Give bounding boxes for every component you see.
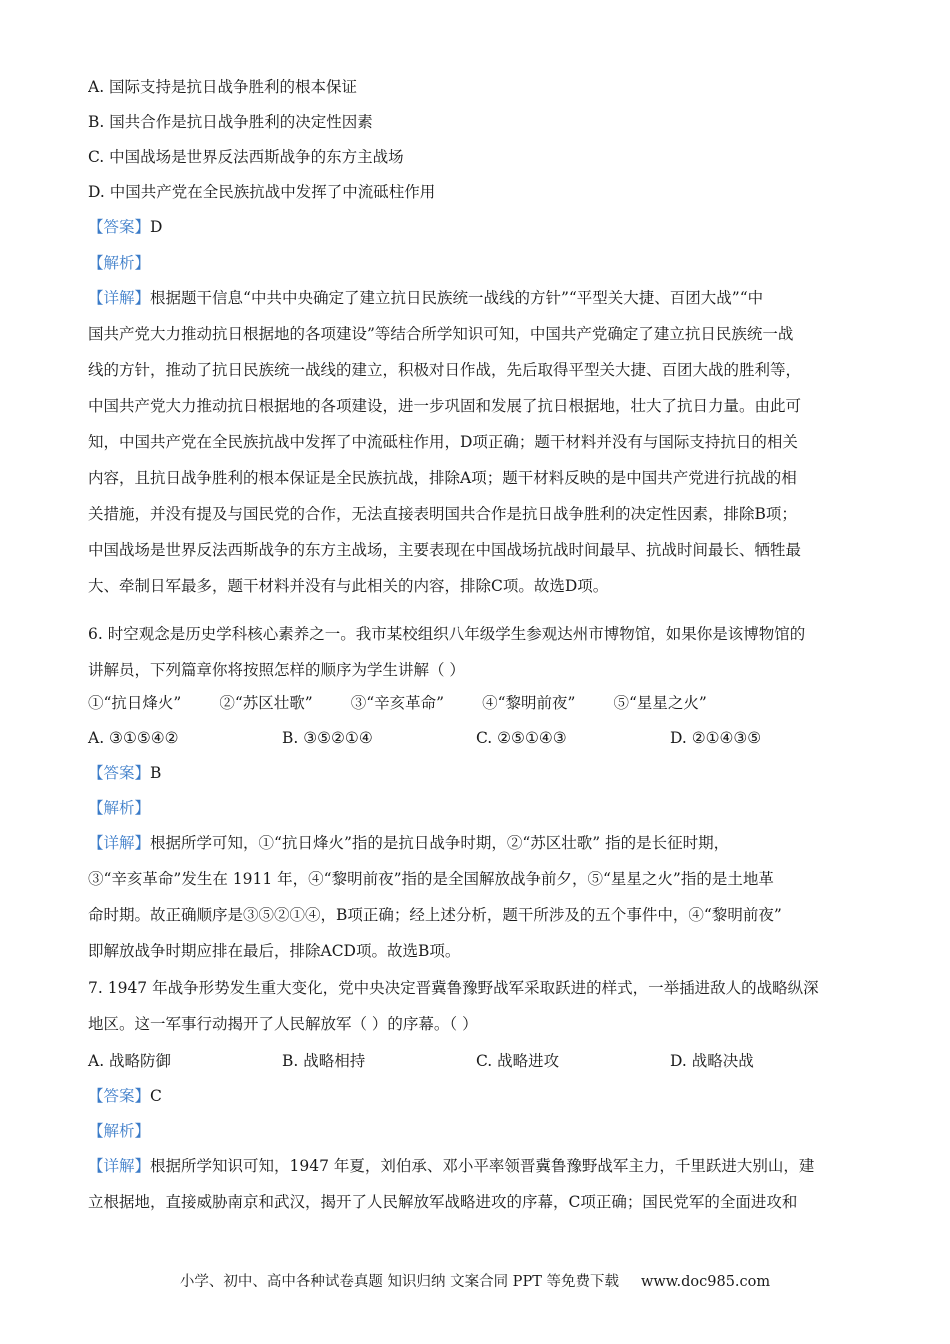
q5-detail-line-1: [88, 288, 863, 324]
detail-tag: 【详解】: [88, 289, 151, 307]
answer-tag: 【答案】: [88, 764, 151, 782]
sequence-item: ①“抗日烽火”: [88, 694, 182, 712]
q7-detail: [88, 1156, 863, 1228]
q6-option-b: B. ③⑤②①④: [282, 729, 373, 747]
q6-sequence: [88, 693, 745, 713]
q5-answer: [88, 217, 162, 237]
detail-text: 根据所学知识可知，1947 年夏，刘伯承、邓小平率领晋冀鲁豫野战军主力，千里跃进大别山，建: [150, 1157, 815, 1175]
q6-detail-line-2: ③“辛亥革命”发生在 1911 年，④“黎明前夜”指的是全国解放战争前夕，⑤“星星之火”指的是土地革: [88, 870, 774, 888]
q5-analysis-tag: 【解析】: [88, 254, 151, 272]
detail-tag: 【详解】: [88, 834, 151, 852]
q5-detail-line-2: 国共产党大力推动抗日根据地的各项建设”等结合所学知识可知，中国共产党确定了建立抗日民族统一战: [88, 325, 794, 343]
sequence-item: ⑤“星星之火”: [613, 694, 707, 712]
page-footer: [0, 1270, 950, 1291]
q7-option-b: B. 战略相持: [282, 1052, 366, 1070]
q6-stem: [88, 624, 863, 696]
q5-detail-line-6: 内容，且抗日战争胜利的根本保证是全民族抗战，排除A项；题干材料反映的是中国共产党进行抗战的相: [88, 469, 797, 487]
q7-detail-line-2: 立根据地，直接威胁南京和武汉，揭开了人民解放军战略进攻的序幕，C项正确；国民党军的全面进攻和: [88, 1193, 798, 1211]
q6-options: [88, 728, 864, 748]
q5-detail-line-5: 知，中国共产党在全民族抗战中发挥了中流砥柱作用，D项正确；题干材料并没有与国际支持抗日的相关: [88, 433, 798, 451]
q5-option-a: A. 国际支持是抗日战争胜利的根本保证: [88, 78, 358, 96]
footer-text: 小学、初中、高中各种试卷真题 知识归纳 文案合同 PPT 等免费下载: [179, 1274, 619, 1290]
q6-option-d: D. ②①④③⑤: [670, 729, 762, 747]
answer-value: C: [150, 1087, 162, 1105]
answer-tag: 【答案】: [88, 218, 151, 236]
q6-detail: [88, 833, 863, 977]
q6-answer: [88, 763, 161, 783]
q6-analysis-tag: 【解析】: [88, 799, 151, 817]
q7-option-d: D. 战略决战: [670, 1052, 754, 1070]
q7-answer: [88, 1086, 162, 1106]
q7-options: [88, 1051, 864, 1071]
q6-detail-line-1: [88, 833, 863, 869]
q6-detail-line-4: 即解放战争时期应排在最后，排除ACD项。故选B项。: [88, 942, 461, 960]
answer-value: D: [150, 218, 163, 236]
answer-tag: 【答案】: [88, 1087, 151, 1105]
answer-value: B: [150, 764, 162, 782]
detail-text: 根据题干信息“中共中央确定了建立抗日民族统一战线的方针”“平型关大捷、百团大战”“中: [150, 289, 764, 307]
q7-stem: [88, 978, 863, 1050]
q5-detail-line-3: 线的方针，推动了抗日民族统一战线的建立，积极对日作战，先后取得平型关大捷、百团大战的胜利等，: [88, 361, 802, 379]
q6-detail-line-3: 命时期。故正确顺序是③⑤②①④，B项正确；经上述分析，题干所涉及的五个事件中，④“黎明前夜”: [88, 906, 782, 924]
q5-detail-line-4: 中国共产党大力推动抗日根据地的各项建设，进一步巩固和发展了抗日根据地，壮大了抗日力量。由此可: [88, 397, 802, 415]
q6-option-c: C. ②⑤①④③: [476, 729, 567, 747]
q5-detail-line-8: 中国战场是世界反法西斯战争的东方主战场，主要表现在中国战场抗战时间最早、抗战时间最长、牺牲最: [88, 541, 802, 559]
q7-stem-line-1: 7. 1947 年战争形势发生重大变化，党中央决定晋冀鲁豫野战军采取跃进的样式，一举插进敌人的战略纵深: [88, 979, 819, 997]
q5-detail-line-9: 大、牵制日军最多，题干材料并没有与此相关的内容，排除C项。故选D项。: [88, 577, 609, 595]
sequence-item: ③“辛亥革命”: [350, 694, 445, 712]
q5-detail: [88, 288, 863, 612]
q7-detail-line-1: [88, 1156, 863, 1192]
detail-text: 根据所学可知，①“抗日烽火”指的是抗日战争时期，②“苏区壮歌” 指的是长征时期，: [150, 834, 730, 852]
q7-analysis-tag: 【解析】: [88, 1122, 151, 1140]
footer-site-link[interactable]: www.doc985.com: [640, 1274, 771, 1290]
sequence-item: ④“黎明前夜”: [482, 694, 576, 712]
q5-option-c: C. 中国战场是世界反法西斯战争的东方主战场: [88, 148, 404, 166]
q6-option-a: A. ③①⑤④②: [88, 729, 179, 747]
q7-stem-line-2: 地区。这一军事行动揭开了人民解放军（ ）的序幕。（ ）: [88, 1015, 478, 1033]
q5-option-b: B. 国共合作是抗日战争胜利的决定性因素: [88, 113, 373, 131]
q6-stem-line-2: 讲解员，下列篇章你将按照怎样的顺序为学生讲解（ ）: [88, 661, 465, 679]
sequence-item: ②“苏区壮歌”: [219, 694, 313, 712]
q5-detail-line-7: 关措施，并没有提及与国民党的合作，无法直接表明国共合作是抗日战争胜利的决定性因素，排除B项；: [88, 505, 797, 523]
q6-stem-line-1: 6. 时空观念是历史学科核心素养之一。我市某校组织八年级学生参观达州市博物馆，如果你是该博物馆的: [88, 625, 806, 643]
q5-option-d: D. 中国共产党在全民族抗战中发挥了中流砥柱作用: [88, 183, 436, 201]
q7-option-c: C. 战略进攻: [476, 1052, 560, 1070]
q7-option-a: A. 战略防御: [88, 1052, 172, 1070]
detail-tag: 【详解】: [88, 1157, 151, 1175]
